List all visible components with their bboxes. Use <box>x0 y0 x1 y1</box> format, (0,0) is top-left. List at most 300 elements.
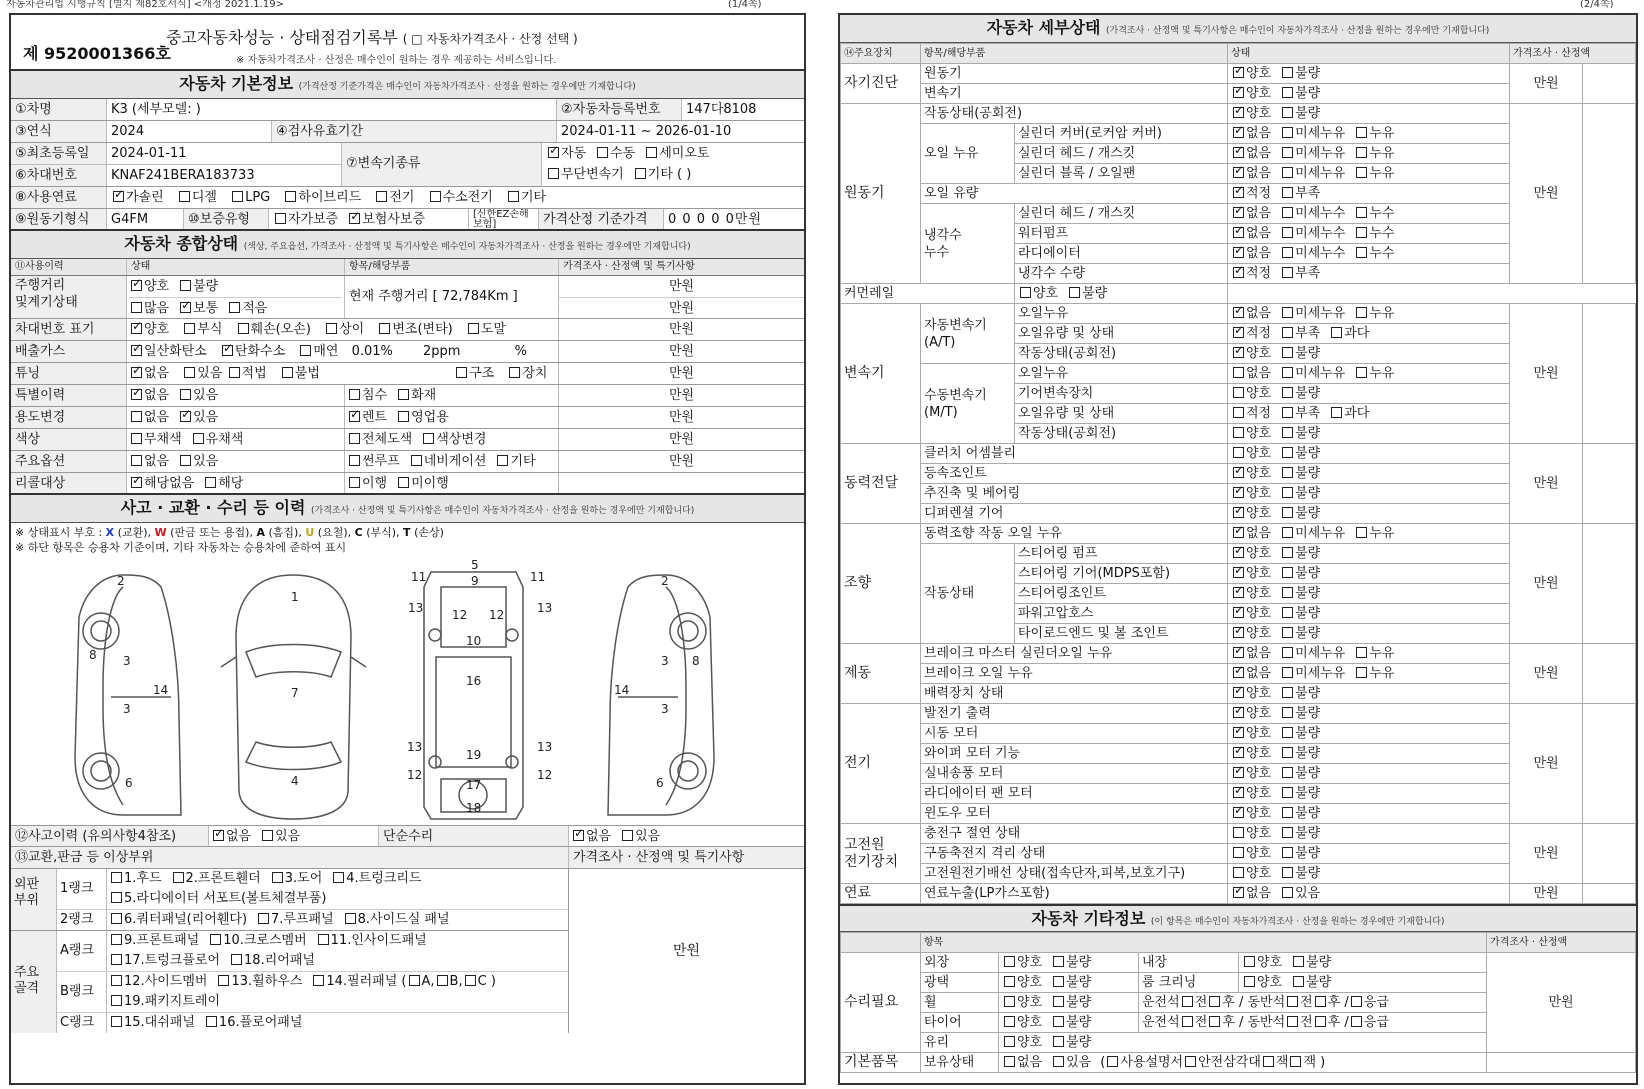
checkbox-part-2[interactable] <box>173 872 184 883</box>
checkbox-common_rail-good[interactable] <box>1020 287 1031 298</box>
status-brake_master <box>1228 644 1510 664</box>
checkbox-fuel_leak-none[interactable] <box>1233 887 1244 898</box>
item-trn: 변속기 <box>921 84 1228 104</box>
item-op_idle: 작동상태(공회전) <box>1015 344 1228 364</box>
checkbox-option-none[interactable] <box>131 455 142 466</box>
checkbox-cyl_cover-leak[interactable] <box>1356 127 1367 138</box>
checkbox-alt-bad[interactable] <box>1282 707 1293 718</box>
checkbox-simple-exist[interactable] <box>622 830 633 841</box>
checkbox-rad_fan-good[interactable] <box>1233 787 1244 798</box>
checkbox-oil_leak2-none[interactable] <box>1233 367 1244 378</box>
checkbox-diff-bad[interactable] <box>1282 507 1293 518</box>
checkbox-tuning-illegal[interactable] <box>282 367 293 378</box>
parts-grid <box>11 869 804 1033</box>
checkbox-steer_gear-good[interactable] <box>1233 567 1244 578</box>
checkbox-tire-bad[interactable] <box>1053 1016 1064 1027</box>
checkbox-tuning-struct[interactable] <box>456 367 467 378</box>
status-steer_gear <box>1228 564 1510 584</box>
checkbox-part-10[interactable] <box>210 934 221 945</box>
checkbox-steer_oil-none[interactable] <box>1233 527 1244 538</box>
checkbox-clutch-good[interactable] <box>1233 447 1244 458</box>
status-power_hose <box>1228 604 1510 624</box>
item-clutch: 클러치 어셈블리 <box>921 444 1228 464</box>
item-steer_gear: 스티어링 기어(MDPS포함) <box>1015 564 1228 584</box>
checkbox-power_hose-bad[interactable] <box>1282 607 1293 618</box>
checkbox-brake_master-leak[interactable] <box>1356 647 1367 658</box>
svg-text:12: 12 <box>452 608 468 622</box>
basic-info-note: (가격산정 기준가격은 매수인이 자동차가격조사 · 산정을 원하는 경우에만 기재합니다) <box>298 82 636 92</box>
opt-diff-bad: 불량 <box>1295 506 1321 521</box>
opt-prop-bad: 불량 <box>1295 486 1321 501</box>
checkbox-option-sunroof[interactable] <box>349 455 360 466</box>
svg-text:6: 6 <box>656 776 664 790</box>
checkbox-plate-rust[interactable] <box>184 323 195 334</box>
opt-starter-bad: 불량 <box>1295 726 1321 741</box>
checkbox-wheel-good[interactable] <box>1004 996 1015 1007</box>
checkbox-hv_cable-bad[interactable] <box>1282 867 1293 878</box>
checkbox-oil_leak2-minor[interactable] <box>1282 307 1293 318</box>
checkbox-oil_leak2-minor[interactable] <box>1282 367 1293 378</box>
checkbox-gear-bad[interactable] <box>1282 387 1293 398</box>
checkbox-option-etc[interactable] <box>497 455 508 466</box>
other-note: (이 항목은 매수인이 자동차가격조사 · 산정을 원하는 경우에만 기재합니다) <box>1150 917 1445 927</box>
checkbox-part-11[interactable] <box>318 934 329 945</box>
checkbox-fuel-etc[interactable] <box>508 191 519 202</box>
checkbox-wiper-bad[interactable] <box>1282 747 1293 758</box>
checkbox-color-fullpaint[interactable] <box>349 433 360 444</box>
checkbox-gloss-good[interactable] <box>1004 976 1015 987</box>
checkbox-pillar-a[interactable] <box>409 975 420 986</box>
checkbox-part-16[interactable] <box>206 1016 217 1027</box>
checkbox-part-19[interactable] <box>111 995 122 1006</box>
checkbox-tire-emergency[interactable] <box>1351 1016 1362 1027</box>
checkbox-fuel-gasoline[interactable] <box>113 191 124 202</box>
item-oil_level: 오일 유량 <box>921 184 1228 204</box>
checkbox-trans-manual[interactable] <box>597 147 608 158</box>
checkbox-keep-triangle[interactable] <box>1185 1056 1196 1067</box>
checkbox-water_pump-none[interactable] <box>1233 227 1244 238</box>
accident-legend <box>11 523 804 557</box>
checkbox-oil_level_state2-ok[interactable] <box>1233 407 1244 418</box>
checkbox-trans-auto[interactable] <box>548 147 559 158</box>
checkbox-keep-exist[interactable] <box>1053 1056 1064 1067</box>
checkbox-hv_cable-good[interactable] <box>1233 867 1244 878</box>
opt-mileage-normal: 보통 <box>193 301 219 316</box>
checkbox-diff-good[interactable] <box>1233 507 1244 518</box>
checkbox-fuel-hybrid[interactable] <box>285 191 296 202</box>
checkbox-plate-good[interactable] <box>131 323 142 334</box>
checkbox-part-5[interactable] <box>111 892 122 903</box>
checkbox-color-chromatic[interactable] <box>193 433 204 444</box>
pillar-c: C ) <box>477 974 496 989</box>
svg-text:5: 5 <box>471 558 479 572</box>
checkbox-booster-good[interactable] <box>1233 687 1244 698</box>
checkbox-tuning-legal[interactable] <box>229 367 240 378</box>
checkbox-cyl_block-leak[interactable] <box>1356 167 1367 178</box>
item-power_hose: 파워고압호스 <box>1015 604 1228 624</box>
checkbox-steer_gear-bad[interactable] <box>1282 567 1293 578</box>
checkbox-tire-front2[interactable] <box>1287 1016 1298 1027</box>
checkbox-part-3[interactable] <box>272 872 283 883</box>
checkbox-plate-diff[interactable] <box>326 323 337 334</box>
checkbox-simple-none[interactable] <box>573 830 584 841</box>
checkbox-cyl_head-leak[interactable] <box>1356 147 1367 158</box>
price-extra-brake <box>1583 644 1636 704</box>
opt-steer_joint-good: 양호 <box>1246 586 1272 601</box>
checkbox-oil_level-ok[interactable] <box>1233 187 1244 198</box>
checkbox-part-17[interactable] <box>111 954 122 965</box>
checkbox-part-15[interactable] <box>111 1016 122 1027</box>
checkbox-tire-rear2[interactable] <box>1315 1016 1326 1027</box>
checkbox-cyl_block-none[interactable] <box>1233 167 1244 178</box>
opt-option-exist: 있음 <box>193 454 219 469</box>
checkbox-steer_pump-bad[interactable] <box>1282 547 1293 558</box>
group-hv: 고전원 전기장치 <box>841 824 921 884</box>
opt-keep-jack: 잭 <box>1275 1055 1289 1070</box>
checkbox-tire-good[interactable] <box>1004 1016 1015 1027</box>
opt-oil_level_state-ok: 적정 <box>1246 326 1272 341</box>
checkbox-part-4[interactable] <box>333 872 344 883</box>
checkbox-wheel-front[interactable] <box>1182 996 1193 1007</box>
checkbox-part-12[interactable] <box>111 975 122 986</box>
checkbox-brake_master-minor[interactable] <box>1282 647 1293 658</box>
accident-note: (가격조사 · 산정액 및 특기사항은 매수인이 자동차가격조사 · 산정을 원하는 경우에만 기재합니다) <box>310 506 695 516</box>
item-brake_oil: 브레이크 오일 누유 <box>921 664 1228 684</box>
row-year <box>11 121 804 143</box>
legend-u: U <box>305 526 315 539</box>
checkbox-head_gasket-minor_w[interactable] <box>1282 207 1293 218</box>
checkbox-pillar-c[interactable] <box>465 975 476 986</box>
checkbox-recall-yes[interactable] <box>205 477 216 488</box>
checkbox-fuel-diesel[interactable] <box>179 191 190 202</box>
label-valid: ④검사유효기간 <box>272 121 557 142</box>
checkbox-steer_oil-leak[interactable] <box>1356 527 1367 538</box>
checkbox-mileage-good[interactable] <box>131 280 142 291</box>
checkbox-blower-bad[interactable] <box>1282 767 1293 778</box>
opt-steer_pump-good: 양호 <box>1246 546 1272 561</box>
opt-cyl_cover-leak: 누유 <box>1369 126 1395 141</box>
row-fuel <box>11 187 804 209</box>
checkbox-plate-painted[interactable] <box>468 323 479 334</box>
checkbox-keep-manual[interactable] <box>1107 1056 1118 1067</box>
col-status: 상태 <box>1228 44 1510 64</box>
part-6: 6.쿼터패널(리어휀다) <box>124 912 248 927</box>
checkbox-plate-damage[interactable] <box>238 323 249 334</box>
checkbox-prop-good[interactable] <box>1233 487 1244 498</box>
checkbox-gloss-bad[interactable] <box>1053 976 1064 987</box>
checkbox-steer_pump-good[interactable] <box>1233 547 1244 558</box>
checkbox-room-good[interactable] <box>1244 976 1255 987</box>
checkbox-part-9[interactable] <box>111 934 122 945</box>
checkbox-interior-good[interactable] <box>1244 956 1255 967</box>
checkbox-glass-good[interactable] <box>1004 1036 1015 1047</box>
checkbox-trans-semi[interactable] <box>646 147 657 158</box>
checkbox-exterior-bad[interactable] <box>1053 956 1064 967</box>
checkbox-room-bad[interactable] <box>1293 976 1304 987</box>
checkbox-head_gasket-none[interactable] <box>1233 207 1244 218</box>
checkbox-special-fire[interactable] <box>398 389 409 400</box>
checkbox-trn-bad[interactable] <box>1282 87 1293 98</box>
checkbox-op_idle-good[interactable] <box>1233 347 1244 358</box>
checkbox-radiator-none[interactable] <box>1233 247 1244 258</box>
checkbox-use-business[interactable] <box>398 411 409 422</box>
checkbox-oil_level_state2-short[interactable] <box>1282 407 1293 418</box>
price-option: 만원 <box>668 454 695 469</box>
status-blower <box>1228 764 1510 784</box>
checkbox-keep-jack[interactable] <box>1263 1056 1274 1067</box>
checkbox-tuning-none[interactable] <box>131 367 142 378</box>
checkbox-gear-good[interactable] <box>1233 387 1244 398</box>
checkbox-special-none[interactable] <box>131 389 142 400</box>
checkbox-option-navi[interactable] <box>411 455 422 466</box>
checkbox-op-bad[interactable] <box>1282 107 1293 118</box>
row-recall <box>11 473 804 495</box>
checkbox-alt-good[interactable] <box>1233 707 1244 718</box>
checkbox-starter-bad[interactable] <box>1282 727 1293 738</box>
checkbox-emission-smoke[interactable] <box>300 345 311 356</box>
opt-recall-done: 이행 <box>362 476 388 491</box>
other-title: 자동차 기타정보 <box>1031 909 1146 928</box>
checkbox-trans-etc[interactable] <box>635 168 646 179</box>
checkbox-color-change[interactable] <box>423 433 434 444</box>
checkbox-radiator-leak_w[interactable] <box>1356 247 1367 258</box>
checkbox-eng-good[interactable] <box>1233 67 1244 78</box>
checkbox-head_gasket-leak_w[interactable] <box>1356 207 1367 218</box>
checkbox-blower-good[interactable] <box>1233 767 1244 778</box>
checkbox-power_hose-good[interactable] <box>1233 607 1244 618</box>
checkbox-coolant_level-short[interactable] <box>1282 267 1293 278</box>
checkbox-tuning-device[interactable] <box>509 367 520 378</box>
opt-tuning-exist: 있음 <box>197 366 223 381</box>
checkbox-wheel-emergency[interactable] <box>1351 996 1362 1007</box>
checkbox-fuel_leak-exist[interactable] <box>1282 887 1293 898</box>
checkbox-accident-exist[interactable] <box>262 830 273 841</box>
page-number-2: (2/4쪽) <box>1580 0 1614 10</box>
tire-options <box>999 1013 1139 1033</box>
checkbox-plate-altered[interactable] <box>379 323 390 334</box>
checkbox-oil_level-short[interactable] <box>1282 187 1293 198</box>
checkbox-charge_port-bad[interactable] <box>1282 827 1293 838</box>
opt-eng-good: 양호 <box>1246 66 1272 81</box>
opt-radiator-minor_w: 미세누수 <box>1295 246 1346 261</box>
checkbox-steer_joint-good[interactable] <box>1233 587 1244 598</box>
opt-steer_joint-bad: 불량 <box>1295 586 1321 601</box>
value-mileage: 현재 주행거리 [ 72,784Km ] <box>345 276 559 318</box>
item-steer_pump: 스티어링 펌프 <box>1015 544 1228 564</box>
checkbox-steer_oil-minor[interactable] <box>1282 527 1293 538</box>
checkbox-wiper-good[interactable] <box>1233 747 1244 758</box>
status-fuel_leak <box>1228 884 1510 904</box>
checkbox-clutch-bad[interactable] <box>1282 447 1293 458</box>
checkbox-use-none[interactable] <box>131 411 142 422</box>
checkbox-starter-good[interactable] <box>1233 727 1244 738</box>
checkbox-mileage-many[interactable] <box>131 302 142 313</box>
checkbox-oil_level_state-ok[interactable] <box>1233 327 1244 338</box>
checkbox-part-14[interactable] <box>313 975 324 986</box>
checkbox-oil_leak2-leak[interactable] <box>1356 367 1367 378</box>
checkbox-cyl_cover-minor[interactable] <box>1282 127 1293 138</box>
checkbox-rad_fan-bad[interactable] <box>1282 787 1293 798</box>
group-selfdiag: 자기진단 <box>841 64 921 104</box>
checkbox-cyl_head-minor[interactable] <box>1282 147 1293 158</box>
opt-eng-bad: 불량 <box>1295 66 1321 81</box>
checkbox-exterior-good[interactable] <box>1004 956 1015 967</box>
checkbox-accident-none[interactable] <box>213 830 224 841</box>
checkbox-op_idle-bad[interactable] <box>1282 427 1293 438</box>
opt-brake_master-none: 없음 <box>1246 646 1272 661</box>
item-steer_oil: 동력조향 작동 오일 누유 <box>921 524 1228 544</box>
legend-w: W <box>154 526 167 539</box>
checkbox-wheel-rear2[interactable] <box>1315 996 1326 1007</box>
label-year: ③연식 <box>11 121 107 142</box>
checkbox-pillar-b[interactable] <box>437 975 448 986</box>
svg-text:6: 6 <box>125 776 133 790</box>
checkbox-mileage-normal[interactable] <box>180 302 191 313</box>
checkbox-mileage-few[interactable] <box>229 302 240 313</box>
checkbox-use-rent[interactable] <box>349 411 360 422</box>
checkbox-window-bad[interactable] <box>1282 807 1293 818</box>
checkbox-brake_master-none[interactable] <box>1233 647 1244 658</box>
checkbox-fuel-lpg[interactable] <box>232 191 243 202</box>
opt-fuel_leak-none: 없음 <box>1246 886 1272 901</box>
checkbox-part-18[interactable] <box>231 954 242 965</box>
checkbox-charge_port-good[interactable] <box>1233 827 1244 838</box>
checkbox-special-flood[interactable] <box>349 389 360 400</box>
checkbox-steer_joint-bad[interactable] <box>1282 587 1293 598</box>
label-keep: 보유상태 <box>921 1053 999 1073</box>
checkbox-battery-bad[interactable] <box>1282 847 1293 858</box>
checkbox-trans-cvt[interactable] <box>548 168 559 179</box>
opt-rad_fan-good: 양호 <box>1246 786 1272 801</box>
checkbox-oil_level_state-over[interactable] <box>1331 327 1342 338</box>
label-use: 용도변경 <box>11 407 127 428</box>
label-trans: ⑦변속기종류 <box>342 143 542 186</box>
checkbox-recall-done[interactable] <box>349 477 360 488</box>
checkbox-oil_level_state2-over[interactable] <box>1331 407 1342 418</box>
price-extra-steer <box>1583 524 1636 644</box>
checkbox-oil_level_state-short[interactable] <box>1282 327 1293 338</box>
checkbox-coolant_level-ok[interactable] <box>1233 267 1244 278</box>
checkbox-oil_leak2-none[interactable] <box>1233 307 1244 318</box>
opt-trans-auto: 자동 <box>561 146 587 161</box>
status-oil_leak2 <box>1228 364 1510 384</box>
opt-oil_level_state-over: 과다 <box>1344 326 1370 341</box>
opt-special-exist: 있음 <box>193 388 219 403</box>
item-oil_leak2: 오일누유 <box>1015 304 1228 324</box>
checkbox-op-good[interactable] <box>1233 107 1244 118</box>
opt-plate-altered: 변조(변타) <box>392 322 453 337</box>
checkbox-part-8[interactable] <box>345 913 356 924</box>
checkbox-option-exist[interactable] <box>180 455 191 466</box>
checkbox-tuning-exist[interactable] <box>184 367 195 378</box>
opt-hv_cable-bad: 불량 <box>1295 866 1321 881</box>
svg-text:16: 16 <box>466 674 482 688</box>
opt-color-change: 색상변경 <box>436 432 487 447</box>
opt-battery-good: 양호 <box>1246 846 1272 861</box>
checkbox-tire-front[interactable] <box>1182 1016 1193 1027</box>
label-repair: 수리필요 <box>841 953 921 1053</box>
item-window: 윈도우 모터 <box>921 804 1228 824</box>
checkbox-wheel-bad[interactable] <box>1053 996 1064 1007</box>
checkbox-op_idle-bad[interactable] <box>1282 347 1293 358</box>
opt-plate-diff: 상이 <box>339 322 365 337</box>
checkbox-water_pump-minor_w[interactable] <box>1282 227 1293 238</box>
checkbox-fuel-hydrogen[interactable] <box>430 191 441 202</box>
other-col-item: 항목 <box>921 933 1487 953</box>
checkbox-common_rail-bad[interactable] <box>1069 287 1080 298</box>
checkbox-booster-bad[interactable] <box>1282 687 1293 698</box>
opt-keep-jack2: 잭 ) <box>1303 1055 1326 1070</box>
status-battery <box>1228 844 1510 864</box>
checkbox-emission-hc[interactable] <box>222 345 233 356</box>
tire-front2: 전 <box>1300 1015 1313 1030</box>
checkbox-tie_rod-good[interactable] <box>1233 627 1244 638</box>
checkbox-brake_oil-leak[interactable] <box>1356 667 1367 678</box>
legend-prefix: ※ 상태표시 부호 : <box>15 526 106 539</box>
checkbox-recall-not[interactable] <box>398 477 409 488</box>
checkbox-recall-na[interactable] <box>131 477 142 488</box>
checkbox-eng-bad[interactable] <box>1282 67 1293 78</box>
opt-emission-hc: 탄화수소 <box>234 344 286 359</box>
checkbox-cyl_cover-none[interactable] <box>1233 127 1244 138</box>
checkbox-part-1[interactable] <box>111 872 122 883</box>
checkbox-part-7[interactable] <box>258 913 269 924</box>
checkbox-cv-bad[interactable] <box>1282 467 1293 478</box>
label-gloss: 광택 <box>921 973 999 993</box>
checkbox-fuel-electric[interactable] <box>376 191 387 202</box>
checkbox-radiator-minor_w[interactable] <box>1282 247 1293 258</box>
checkbox-battery-good[interactable] <box>1233 847 1244 858</box>
checkbox-warranty-self[interactable] <box>275 213 286 224</box>
checkbox-wheel-front2[interactable] <box>1287 996 1298 1007</box>
opt-steer_oil-minor: 미세누유 <box>1295 526 1346 541</box>
checkbox-use-exist[interactable] <box>180 411 191 422</box>
checkbox-mileage-bad[interactable] <box>180 280 191 291</box>
other-col-price: 가격조사 · 산정액 <box>1487 933 1636 953</box>
checkbox-keep-none[interactable] <box>1004 1056 1015 1067</box>
checkbox-oil_leak2-leak[interactable] <box>1356 307 1367 318</box>
checkbox-part-6[interactable] <box>111 913 122 924</box>
checkbox-brake_oil-minor[interactable] <box>1282 667 1293 678</box>
checkbox-prop-bad[interactable] <box>1282 487 1293 498</box>
checkbox-brake_oil-none[interactable] <box>1233 667 1244 678</box>
checkbox-tie_rod-bad[interactable] <box>1282 627 1293 638</box>
checkbox-special-exist[interactable] <box>180 389 191 400</box>
checkbox-color-achromatic[interactable] <box>131 433 142 444</box>
checkbox-trn-good[interactable] <box>1233 87 1244 98</box>
checkbox-keep-jack2[interactable] <box>1290 1056 1301 1067</box>
opt-plate-painted: 도말 <box>480 322 506 337</box>
sub-op_state: 작동상태 <box>921 544 1015 644</box>
checkbox-interior-bad[interactable] <box>1293 956 1304 967</box>
label-tire: 타이어 <box>921 1013 999 1033</box>
checkbox-cyl_block-minor[interactable] <box>1282 167 1293 178</box>
checkbox-warranty-ins[interactable] <box>349 213 360 224</box>
checkbox-part-13[interactable] <box>218 975 229 986</box>
opt-room-good: 양호 <box>1257 975 1283 990</box>
wheel-front: 전 <box>1194 995 1208 1010</box>
checkbox-glass-bad[interactable] <box>1053 1036 1064 1047</box>
item-brake_master: 브레이크 마스터 실린더오일 누유 <box>921 644 1228 664</box>
checkbox-water_pump-leak_w[interactable] <box>1356 227 1367 238</box>
checkbox-tire-rear[interactable] <box>1209 1016 1220 1027</box>
checkbox-emission-co[interactable] <box>131 345 142 356</box>
checkbox-cv-good[interactable] <box>1233 467 1244 478</box>
checkbox-window-good[interactable] <box>1233 807 1244 818</box>
checkbox-cyl_head-none[interactable] <box>1233 147 1244 158</box>
checkbox-op_idle-good[interactable] <box>1233 427 1244 438</box>
checkbox-wheel-rear[interactable] <box>1209 996 1220 1007</box>
